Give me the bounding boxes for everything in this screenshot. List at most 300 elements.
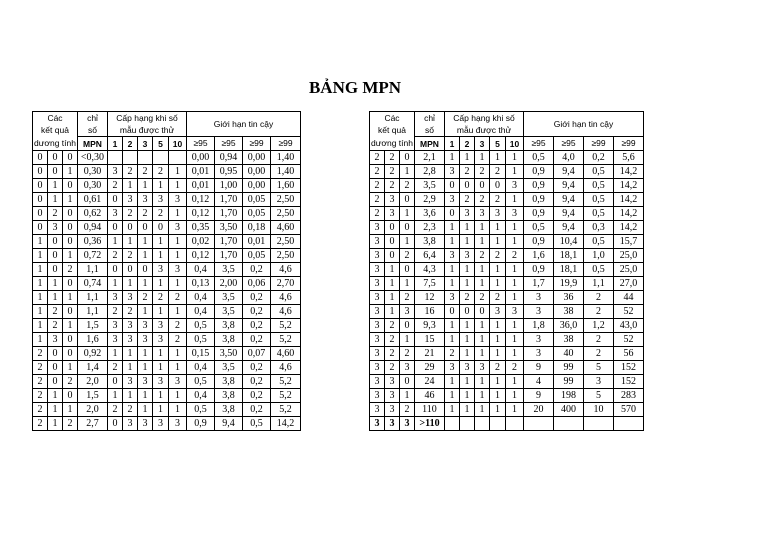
table-cell: 1: [138, 277, 153, 291]
table-cell: 2: [108, 361, 123, 375]
header-duong-tinh: dương tính: [33, 137, 78, 151]
table-cell: 1: [506, 389, 524, 403]
table-cell: 2: [400, 291, 415, 305]
table-cell: 0,30: [78, 165, 108, 179]
table-cell: 3: [400, 361, 415, 375]
table-cell: 3: [460, 207, 475, 221]
table-cell: 0: [475, 305, 490, 319]
table-cell: 3: [169, 417, 187, 431]
table-cell: 1: [445, 319, 460, 333]
table-row: [33, 305, 301, 319]
table-cell: 0,2: [243, 333, 271, 347]
table-cell: 0: [445, 207, 460, 221]
table-cell: 3: [370, 221, 385, 235]
table-cell: 3: [445, 193, 460, 207]
table-cell: 3,8: [215, 333, 243, 347]
table-cell: 0,5: [187, 319, 215, 333]
table-cell: 1: [385, 305, 400, 319]
table-cell: 2: [506, 249, 524, 263]
table-cell: 1: [33, 305, 48, 319]
table-cell: 1: [445, 333, 460, 347]
table-cell: 14,2: [614, 179, 644, 193]
table-cell: 1: [475, 375, 490, 389]
table-cell: 18,1: [554, 263, 584, 277]
table-cell: 4,60: [271, 221, 301, 235]
table-cell: 1: [506, 403, 524, 417]
table-cell: 0,5: [584, 235, 614, 249]
table-cell: 0,9: [524, 235, 554, 249]
table-cell: 3: [445, 361, 460, 375]
table-cell: 1: [460, 319, 475, 333]
table-cell: 2,50: [271, 249, 301, 263]
table-cell: 9: [524, 361, 554, 375]
table-cell: 0: [63, 179, 78, 193]
table-cell: 0,07: [243, 347, 271, 361]
header-c5: 5: [153, 137, 169, 151]
table-cell: 3: [123, 319, 138, 333]
table-cell: 283: [614, 389, 644, 403]
table-cell: 9,4: [554, 207, 584, 221]
table-cell: 3,6: [415, 207, 445, 221]
table-cell: 0: [400, 151, 415, 165]
table-cell: 0,00: [187, 151, 215, 165]
table-cell: 2: [385, 361, 400, 375]
table-cell: 0,4: [187, 291, 215, 305]
table-cell: 1: [460, 263, 475, 277]
header-g95b: ≥95: [554, 137, 584, 151]
table-cell: 3: [524, 305, 554, 319]
table-cell: 14,2: [614, 165, 644, 179]
header-c5: 5: [490, 137, 506, 151]
table-cell: 3: [475, 361, 490, 375]
table-cell: 1: [490, 333, 506, 347]
table-cell: 2: [138, 165, 153, 179]
table-cell: 1: [138, 305, 153, 319]
table-cell: 3: [370, 403, 385, 417]
table-cell: 1,60: [271, 179, 301, 193]
table-cell: 2: [108, 305, 123, 319]
table-cell: 10: [584, 403, 614, 417]
table-cell: 1,70: [215, 249, 243, 263]
table-cell: 3: [370, 347, 385, 361]
table-cell: 2: [460, 165, 475, 179]
table-cell: 1: [33, 319, 48, 333]
table-cell: 0,00: [243, 165, 271, 179]
table-row: [370, 347, 644, 361]
table-cell: 5,2: [271, 389, 301, 403]
table-cell: [524, 417, 554, 431]
table-cell: 2: [138, 291, 153, 305]
table-cell: 0,95: [215, 165, 243, 179]
table-row: [370, 291, 644, 305]
table-cell: 1,8: [524, 319, 554, 333]
table-row: [370, 179, 644, 193]
table-cell: 2: [400, 249, 415, 263]
table-cell: 3: [400, 305, 415, 319]
table-cell: 1: [475, 319, 490, 333]
table-cell: [108, 151, 123, 165]
table-cell: 1: [123, 389, 138, 403]
table-cell: 5,2: [271, 333, 301, 347]
table-cell: 1: [153, 249, 169, 263]
table-cell: 3: [108, 165, 123, 179]
table-cell: 3: [385, 193, 400, 207]
table-cell: 1: [445, 403, 460, 417]
table-cell: 3,8: [215, 389, 243, 403]
table-cell: 5,2: [271, 319, 301, 333]
table-cell: 3: [153, 193, 169, 207]
table-cell: 0,13: [187, 277, 215, 291]
table-cell: 0: [108, 375, 123, 389]
table-row: [370, 361, 644, 375]
table-cell: 1,70: [215, 207, 243, 221]
table-cell: 0: [108, 193, 123, 207]
table-cell: 0,01: [187, 179, 215, 193]
table-cell: 2: [370, 193, 385, 207]
table-cell: 2: [108, 403, 123, 417]
table-cell: 3: [460, 249, 475, 263]
table-cell: 1,5: [78, 389, 108, 403]
table-cell: 3: [506, 305, 524, 319]
table-cell: 38: [554, 333, 584, 347]
table-cell: 1: [400, 333, 415, 347]
table-cell: 1: [506, 333, 524, 347]
table-cell: 3: [138, 333, 153, 347]
table-cell: 0: [48, 263, 63, 277]
table-cell: 0,74: [78, 277, 108, 291]
table-cell: 9,3: [415, 319, 445, 333]
table-cell: [169, 151, 187, 165]
table-cell: 1: [33, 277, 48, 291]
table-row: [370, 305, 644, 319]
table-cell: 0: [460, 305, 475, 319]
table-cell: 3: [385, 403, 400, 417]
table-cell: 3,5: [215, 361, 243, 375]
table-cell: 1: [506, 319, 524, 333]
table-cell: 2: [33, 347, 48, 361]
table-cell: 1: [400, 277, 415, 291]
table-cell: 1: [445, 235, 460, 249]
table-cell: 1: [138, 389, 153, 403]
table-cell: 52: [614, 333, 644, 347]
table-cell: 1: [48, 403, 63, 417]
table-cell: 2,8: [415, 165, 445, 179]
table-cell: 1: [506, 277, 524, 291]
table-cell: 0,5: [187, 403, 215, 417]
table-cell: 1: [506, 221, 524, 235]
table-cell: 1: [123, 235, 138, 249]
table-cell: 3: [370, 277, 385, 291]
table-cell: 5: [584, 389, 614, 403]
table-cell: 3: [460, 361, 475, 375]
table-cell: 4,60: [271, 347, 301, 361]
table-cell: 0,3: [584, 221, 614, 235]
table-cell: 3: [123, 333, 138, 347]
table-cell: 38: [554, 305, 584, 319]
table-row: [33, 347, 301, 361]
table-cell: 1: [506, 263, 524, 277]
table-cell: 0: [123, 221, 138, 235]
table-cell: 2,1: [415, 151, 445, 165]
table-cell: 1: [63, 319, 78, 333]
header-chi: chỉ: [415, 112, 445, 125]
table-cell: 0,18: [243, 221, 271, 235]
table-cell: 0: [63, 221, 78, 235]
table-cell: 0,2: [243, 403, 271, 417]
header-mpn: MPN: [415, 137, 445, 151]
table-cell: 24: [415, 375, 445, 389]
table-cell: 0,9: [524, 179, 554, 193]
table-cell: 1: [445, 375, 460, 389]
table-cell: 0,15: [187, 347, 215, 361]
table-cell: 0: [33, 193, 48, 207]
table-cell: 1: [33, 249, 48, 263]
table-cell: 3: [524, 333, 554, 347]
table-cell: 0,2: [243, 375, 271, 389]
table-cell: 25,0: [614, 263, 644, 277]
table-cell: [614, 417, 644, 431]
header-c3: 3: [475, 137, 490, 151]
table-cell: 3: [370, 417, 385, 431]
table-cell: 0: [48, 361, 63, 375]
table-cell: 15,7: [614, 235, 644, 249]
table-cell: 2: [153, 291, 169, 305]
table-cell: 0: [48, 347, 63, 361]
table-cell: 1: [385, 263, 400, 277]
table-cell: 0: [138, 263, 153, 277]
table-cell: 29: [415, 361, 445, 375]
table-cell: [475, 417, 490, 431]
table-cell: 1: [138, 235, 153, 249]
table-cell: 52: [614, 305, 644, 319]
table-cell: 1: [169, 165, 187, 179]
table-cell: 1: [123, 277, 138, 291]
table-cell: 1: [48, 277, 63, 291]
header-c2: 2: [123, 137, 138, 151]
table-cell: 2,9: [415, 193, 445, 207]
table-cell: 0: [108, 263, 123, 277]
table-cell: 3: [524, 347, 554, 361]
table-cell: 0,5: [584, 263, 614, 277]
table-cell: 2: [63, 417, 78, 431]
table-cell: 1: [48, 389, 63, 403]
table-cell: 1: [506, 193, 524, 207]
table-header: [33, 112, 301, 151]
table-cell: 3: [445, 249, 460, 263]
table-cell: 0: [153, 221, 169, 235]
table-row: [33, 403, 301, 417]
table-cell: 5: [584, 361, 614, 375]
table-cell: 1,0: [584, 249, 614, 263]
table-cell: 0: [445, 179, 460, 193]
table-cell: 7,5: [415, 277, 445, 291]
table-cell: [123, 151, 138, 165]
table-cell: 9,4: [554, 221, 584, 235]
table-cell: 1: [33, 263, 48, 277]
table-cell: 14,2: [271, 417, 301, 431]
table-cell: 3: [153, 333, 169, 347]
table-cell: 9,4: [215, 417, 243, 431]
table-row: [33, 193, 301, 207]
table-row: [370, 249, 644, 263]
table-cell: 2: [63, 263, 78, 277]
header-so: số: [415, 124, 445, 137]
table-cell: 36: [554, 291, 584, 305]
page-title: BẢNG MPN: [308, 78, 402, 97]
table-cell: 1: [445, 277, 460, 291]
table-cell: 1: [506, 151, 524, 165]
table-cell: [153, 151, 169, 165]
table-cell: 0: [33, 221, 48, 235]
table-cell: 2: [475, 291, 490, 305]
table-cell: 1: [169, 235, 187, 249]
table-cell: 2: [385, 347, 400, 361]
table-cell: 0: [400, 193, 415, 207]
table-cell: 3,5: [215, 305, 243, 319]
table-cell: 0,01: [187, 165, 215, 179]
table-row: [33, 417, 301, 431]
table-cell: 1,1: [78, 291, 108, 305]
table-cell: 10,4: [554, 235, 584, 249]
table-cell: 1: [475, 403, 490, 417]
table-cell: 27,0: [614, 277, 644, 291]
table-cell: 1: [169, 207, 187, 221]
table-cell: 1: [490, 221, 506, 235]
table-cell: 2: [445, 347, 460, 361]
table-cell: 2: [584, 291, 614, 305]
table-cell: 2,0: [78, 403, 108, 417]
table-cell: 1: [153, 235, 169, 249]
table-cell: 20: [524, 403, 554, 417]
table-cell: 1,7: [524, 277, 554, 291]
table-cell: [460, 417, 475, 431]
table-cell: 3: [506, 207, 524, 221]
table-cell: 1: [108, 277, 123, 291]
table-cell: 3: [490, 207, 506, 221]
table-cell: 0: [385, 249, 400, 263]
table-cell: 2: [169, 291, 187, 305]
table-cell: 2: [123, 305, 138, 319]
table-cell: 1: [445, 151, 460, 165]
table-cell: 3,5: [415, 179, 445, 193]
header-chi: chỉ: [78, 112, 108, 125]
table-cell: 1: [460, 375, 475, 389]
header-g99a: ≥99: [243, 137, 271, 151]
table-cell: 2: [385, 165, 400, 179]
table-cell: 4,6: [271, 291, 301, 305]
table-cell: 1: [400, 165, 415, 179]
table-cell: 3: [169, 193, 187, 207]
table-cell: 2: [370, 151, 385, 165]
table-cell: 2: [169, 333, 187, 347]
table-cell: 1: [169, 347, 187, 361]
header-gioi-han: Giới hạn tin cậy: [524, 112, 644, 137]
table-cell: 0,30: [78, 179, 108, 193]
mpn-table-right: [369, 111, 644, 431]
table-cell: 0,94: [78, 221, 108, 235]
table-cell: 1: [460, 389, 475, 403]
table-cell: 0,9: [524, 263, 554, 277]
table-cell: 4,6: [271, 361, 301, 375]
table-cell: 0,2: [243, 361, 271, 375]
table-cell: 3: [153, 417, 169, 431]
table-cell: 3: [123, 375, 138, 389]
table-row: [33, 277, 301, 291]
table-cell: 9,4: [554, 165, 584, 179]
mpn-table-left: [32, 111, 301, 431]
header-g99a: ≥99: [584, 137, 614, 151]
table-cell: 1: [506, 235, 524, 249]
table-cell: 1: [400, 207, 415, 221]
table-cell: 3: [400, 417, 415, 431]
table-cell: 0: [475, 179, 490, 193]
table-cell: 0: [108, 221, 123, 235]
table-cell: 1,70: [215, 235, 243, 249]
table-cell: 2: [506, 361, 524, 375]
table-cell: 0,05: [243, 249, 271, 263]
table-cell: 1: [460, 221, 475, 235]
table-cell: 1: [138, 403, 153, 417]
table-row: [370, 277, 644, 291]
table-cell: 2: [475, 193, 490, 207]
table-cell: 1: [506, 375, 524, 389]
table-cell: 3: [385, 417, 400, 431]
table-cell: 3: [385, 389, 400, 403]
table-cell: 3: [506, 179, 524, 193]
table-cell: 1: [460, 403, 475, 417]
table-cell: 1,6: [524, 249, 554, 263]
table-cell: 0: [63, 347, 78, 361]
header-g99b: ≥99: [614, 137, 644, 151]
table-cell: [445, 417, 460, 431]
table-cell: 1,1: [584, 277, 614, 291]
table-cell: 1: [475, 347, 490, 361]
table-cell: 0,72: [78, 249, 108, 263]
table-row: [33, 375, 301, 389]
table-cell: 2: [370, 207, 385, 221]
table-cell: 4,3: [415, 263, 445, 277]
table-cell: 1: [153, 179, 169, 193]
table-header: [370, 112, 644, 151]
table-cell: 1: [400, 235, 415, 249]
table-cell: 2: [33, 403, 48, 417]
table-cell: 1: [490, 347, 506, 361]
table-cell: 0,5: [584, 207, 614, 221]
header-c10: 10: [506, 137, 524, 151]
table-cell: 2: [33, 361, 48, 375]
table-cell: 3: [108, 319, 123, 333]
table-cell: 1: [460, 235, 475, 249]
table-cell: 1: [123, 347, 138, 361]
table-cell: 0: [445, 305, 460, 319]
table-cell: 1: [63, 165, 78, 179]
table-cell: 1: [169, 389, 187, 403]
table-cell: 0,92: [78, 347, 108, 361]
table-cell: 2,50: [271, 235, 301, 249]
table-cell: 1: [490, 277, 506, 291]
table-cell: 0: [48, 151, 63, 165]
table-cell: 1: [153, 361, 169, 375]
table-row: [370, 333, 644, 347]
table-cell: 2: [400, 403, 415, 417]
table-cell: 3: [123, 417, 138, 431]
table-cell: 2,70: [271, 277, 301, 291]
table-cell: 570: [614, 403, 644, 417]
table-cell: 1: [445, 221, 460, 235]
table-cell: 1: [153, 389, 169, 403]
table-cell: 1: [490, 375, 506, 389]
table-cell: 152: [614, 361, 644, 375]
